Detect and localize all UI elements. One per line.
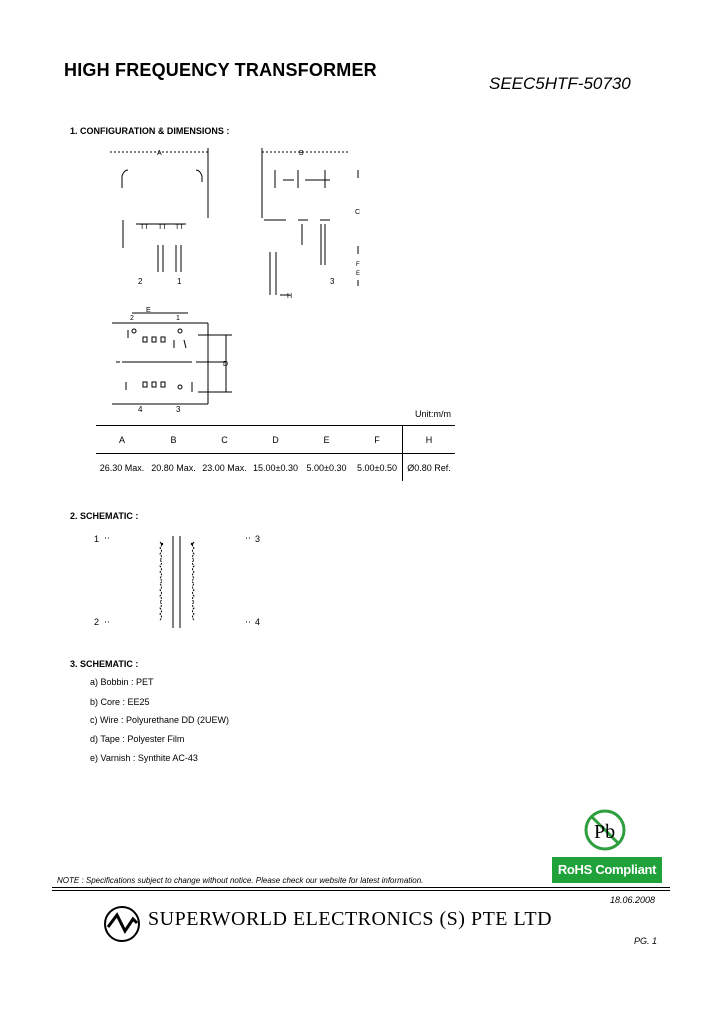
pin-label-3-side: 3: [330, 277, 335, 286]
table-cell: 5.00±0.30: [306, 462, 347, 473]
material-tape: d) Tape : Polyester Film: [90, 734, 185, 744]
table-cell: 15.00±0.30: [253, 462, 298, 473]
table-header-cell: A: [96, 426, 148, 454]
table-cell: 26.30 Max.: [99, 462, 145, 473]
company-logo-icon: [103, 905, 141, 943]
dim-label-h: H: [287, 293, 293, 300]
pin-label-2-bottom: 2: [130, 315, 134, 322]
table-header-cell: C: [199, 426, 250, 454]
part-number: SEEC5HTF-50730: [489, 74, 631, 93]
section-configuration-heading: 1. CONFIGURATION & DIMENSIONS :: [70, 126, 230, 136]
document-title: HIGH FREQUENCY TRANSFORMER: [64, 60, 377, 80]
pin-label-1-front: 1: [177, 277, 182, 286]
table-cell: 23.00 Max.: [202, 462, 247, 473]
table-cell: Ø0.80 Ref.: [403, 454, 456, 482]
table-header-cell: D: [250, 426, 301, 454]
dim-label-c: C: [355, 209, 361, 216]
section-materials-heading: 3. SCHEMATIC :: [70, 659, 139, 669]
table-header-cell: B: [148, 426, 199, 454]
material-wire: c) Wire : Polyurethane DD (2UEW): [90, 715, 230, 725]
pb-label: Pb: [594, 821, 616, 843]
schematic-pin-3: 3: [255, 534, 261, 544]
dim-label-d: D: [223, 361, 229, 368]
svg-text:TT: TT: [175, 224, 184, 231]
schematic-pin-1: 1: [94, 534, 100, 544]
side-view-drawing: [250, 140, 370, 305]
dimensions-table: [96, 425, 455, 481]
table-row: [96, 454, 455, 482]
material-bobbin: a) Bobbin : PET: [90, 677, 154, 687]
table-cell: 20.80 Max.: [151, 462, 196, 473]
dim-label-a: A: [157, 150, 162, 157]
table-header-cell: H: [403, 426, 456, 454]
unit-label: Unit:m/m: [415, 409, 451, 419]
dim-label-b: B: [299, 150, 304, 157]
footer-divider: [52, 890, 670, 891]
company-name: SUPERWORLD ELECTRONICS (S) PTE LTD: [148, 908, 553, 930]
footer-divider: [52, 887, 670, 888]
page-number: PG. 1: [634, 936, 658, 946]
dim-label-e-bottom: E: [146, 307, 151, 314]
dim-label-f: F: [356, 262, 360, 268]
document-date: 18.06.2008: [610, 895, 656, 905]
front-view-drawing: [100, 140, 230, 290]
dim-label-e-side: E: [356, 271, 361, 277]
pin-label-2-front: 2: [138, 277, 143, 286]
pin-label-3-bottom: 3: [176, 405, 181, 414]
svg-text:TT: TT: [140, 224, 149, 231]
material-varnish: e) Varnish : Synthite AC-43: [90, 753, 198, 763]
table-cell: 5.00±0.50: [357, 462, 397, 473]
table-header-cell: F: [352, 426, 403, 454]
footer-note: NOTE : Specifications subject to change without notice. Please check our website for latest information.: [57, 876, 424, 885]
section-schematic-heading: 2. SCHEMATIC :: [70, 511, 139, 521]
material-core: b) Core : EE25: [90, 697, 150, 707]
schematic-drawing: [88, 530, 278, 632]
schematic-pin-2: 2: [94, 617, 100, 627]
rohs-compliant-badge: RoHS Compliant: [552, 857, 662, 883]
svg-text:TT: TT: [158, 224, 167, 231]
table-header-cell: E: [301, 426, 352, 454]
schematic-pin-4: 4: [255, 617, 261, 627]
bottom-view-drawing: [106, 300, 236, 418]
table-header-row: [96, 426, 455, 454]
pb-free-icon: [583, 808, 627, 852]
pin-label-1-bottom: 1: [176, 315, 180, 322]
pin-label-4-bottom: 4: [138, 405, 143, 414]
